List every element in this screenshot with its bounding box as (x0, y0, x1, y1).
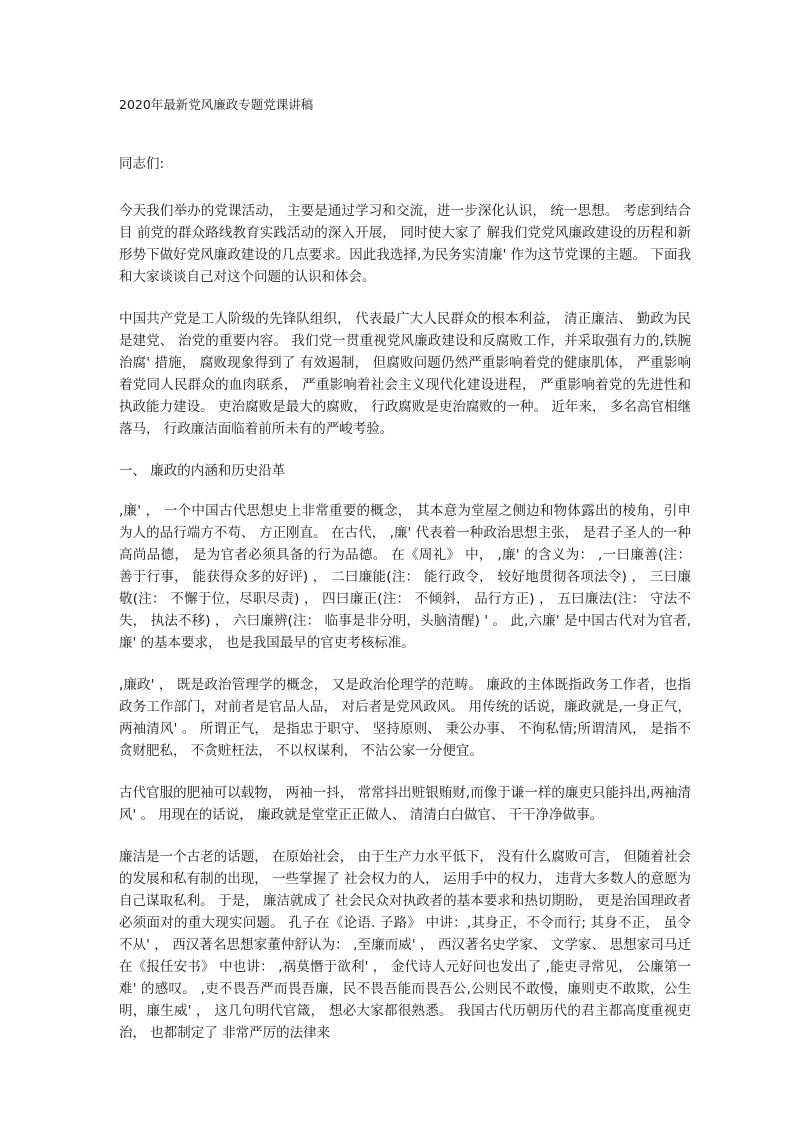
document-body (119, 95, 691, 1064)
paragraph-lian-concept: ,廉' ， 一个中国古代思想史上非常重要的概念， 其本意为堂屋之侧边和物体露出的棱角，引申为人的品行端方不苟、 方正刚直。 在古代， ,廉' 代表着一种政治思想主张， 是君子圣人的一种高尚品德， 是为官者必须具备的行为品德。 在《周礼》 中， ,廉' 的含义为： ,一曰廉善(注： 善于行事， 能获得众多的好评) ， 二曰廉能(注： 能行政令， 较好地贯彻各项法令) ， 三曰廉敬(注： 不懈于位，尽职尽责) ， 四曰廉正(注： 不倾斜， 品行方正) ， 五曰廉法(注： 守法不失， 执法不移) ， 六曰廉辨(注： 临事是非分明，头脑清醒) ' 。 此,六廉' 是中国古代对为官者,廉' 的基本要求， 也是我国最早的官吏考核标准。 (119, 503, 691, 651)
paragraph-official-robes: 古代官服的肥袖可以载物， 两袖一抖， 常常抖出赃银贿财,而像于谦一样的廉吏只能抖出,两袖清风' 。 用现在的话说， 廉政就是堂堂正正做人、 清清白白做官、 干干净净做事。 (119, 785, 691, 823)
paragraph-intro: 今天我们举办的党课活动， 主要是通过学习和交流，进一步深化认识， 统一思想。 考虑到结合目 前党的群众路线教育实践活动的深入开展， 同时使大家了 解我们党党风廉政建设的历程和新形势下做好党风廉政建设的几点要求。因此我选择,为民务实清廉' 作为这节党课的主题。 下面我和大家谈谈自己对这个问题的认识和体会。 (119, 203, 691, 285)
document-title: 2020年最新党风廉政专题党课讲稿 (119, 97, 314, 112)
paragraph-lianzheng-concept: ,廉政' ， 既是政治管理学的概念， 又是政治伦理学的范畴。 廉政的主体既指政务工作者，也指政务工作部门，对前者是官品人品， 对后者是党风政风。 用传统的话说，廉政就是,一身正气， 两袖清风' 。 所谓正气， 是指忠于职守、 坚持原则、 秉公办事、 不徇私情;所谓清风， 是指不贪财肥私， 不贪赃枉法， 不以权谋利， 不沾公家一分便宜。 (119, 677, 691, 759)
section-heading-1: 一、 廉政的内涵和历史沿革 (119, 463, 286, 479)
paragraph-party-integrity: 中国共产党是工人阶级的先锋队组织， 代表最广大人民群众的根本利益， 清正廉洁、 勤政为民是建党、 治党的重要内容。 我们党一贯重视党风廉政建设和反腐败工作，并采取强有力的,铁腕治腐' 措施， 腐败现象得到了 有效遏制， 但腐败问题仍然严重影响着党的健康肌体， 严重影响着党同人民群众的血肉联系， 严重影响着社会主义现代化建设进程， 严重影响着党的先进性和执政能力建设。 吏治腐败是最大的腐败， 行政腐败是吏治腐败的一种。 近年来， 多名高官相继落马， 行政廉洁面临着前所未有的严峻考验。 (119, 311, 691, 437)
greeting: 同志们: (119, 156, 165, 172)
paragraph-integrity-history: 廉洁是一个古老的话题， 在原始社会， 由于生产力水平低下， 没有什么腐败可言， 但随着社会的发展和私有制的出现， 一些掌握了 社会权力的人， 运用手中的权力， 违背大多数人的意愿为自己谋取私利。 于是， 廉洁就成了 社会民众对执政者的基本要求和热切期盼， 更是治国理政者必须面对的重大现实问题。 孔子在《论语. 子路》 中讲：,其身正，不令而行; 其身不正， 虽令不从' ， 西汉著名思想家董仲舒认为： ,至廉而威' ， 西汉著名史学家、 文学家、 思想家司马迁在《报任安书》 中也讲： ,祸莫憯于欲利' ， 金代诗人元好问也发出了 ,能吏寻常见， 公廉第一难' 的感叹。 ,吏不畏吾严而畏吾廉，民不畏吾能而畏吾公,公则民不敢慢，廉则吏不敢欺，公生明，廉生威' ， 这几句明代官箴， 想必大家都很熟悉。 我国古代历朝历代的君主都高度重视吏治， 也都制定了 非常严厉的法律来 (119, 849, 691, 1041)
